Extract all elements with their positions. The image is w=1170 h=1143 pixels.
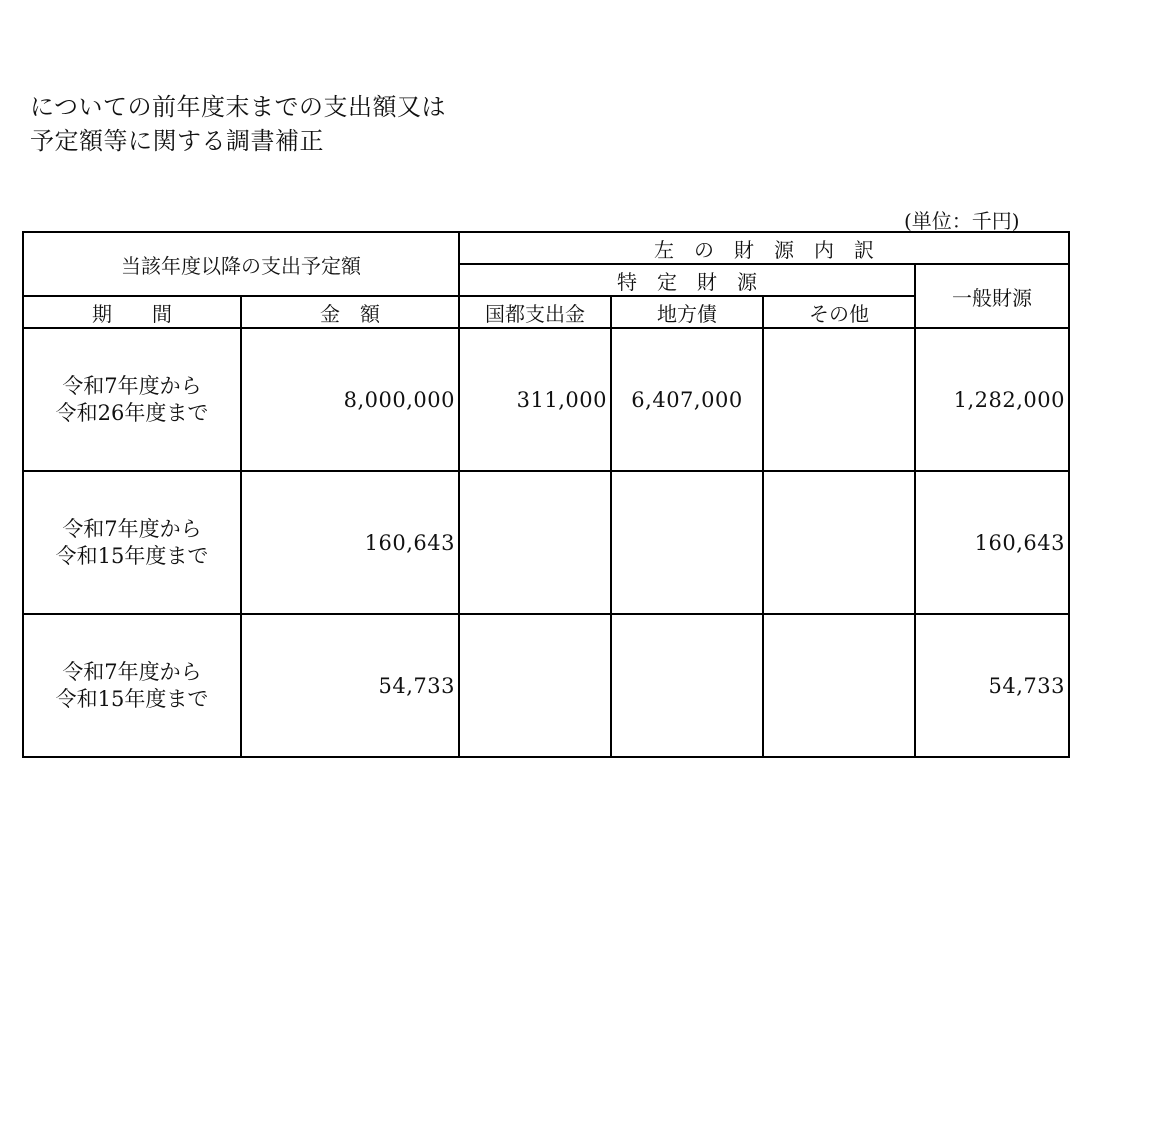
title-line-1: についての前年度末までの支出額又は xyxy=(30,93,447,121)
header-row-1 xyxy=(23,232,1069,264)
general-cell: 54,733 xyxy=(915,614,1069,757)
unit-label: (単位：千円) xyxy=(904,209,1020,233)
period-end: 令和26年度まで xyxy=(55,400,209,425)
document-title xyxy=(30,90,446,158)
header-specific-funding: 特 定 財 源 xyxy=(459,264,915,296)
general-cell: 160,643 xyxy=(915,471,1069,614)
period-end: 令和15年度まで xyxy=(55,543,209,568)
national-cell xyxy=(459,614,611,757)
amount-cell: 8,000,000 xyxy=(241,328,459,471)
local-bonds-cell xyxy=(611,471,763,614)
table-row xyxy=(23,614,1069,757)
national-cell: 311,000 xyxy=(459,328,611,471)
header-row-3 xyxy=(23,296,1069,328)
other-cell xyxy=(763,328,915,471)
expenditure-table xyxy=(22,231,1070,758)
period-cell xyxy=(23,471,241,614)
header-national-expenditure: 国都支出金 xyxy=(459,296,611,328)
header-amount: 金 額 xyxy=(241,296,459,328)
general-cell: 1,282,000 xyxy=(915,328,1069,471)
title-line-2: 予定額等に関する調書補正 xyxy=(30,127,324,155)
header-other: その他 xyxy=(763,296,915,328)
period-cell xyxy=(23,328,241,471)
local-bonds-cell xyxy=(611,614,763,757)
other-cell xyxy=(763,614,915,757)
local-bonds-cell: 6,407,000 xyxy=(611,328,763,471)
table-row xyxy=(23,471,1069,614)
period-end: 令和15年度まで xyxy=(55,686,209,711)
national-cell xyxy=(459,471,611,614)
period-start: 令和7年度から xyxy=(62,516,202,541)
header-future-expenditure: 当該年度以降の支出予定額 xyxy=(23,232,459,296)
header-funding-breakdown: 左 の 財 源 内 訳 xyxy=(459,232,1069,264)
period-start: 令和7年度から xyxy=(62,373,202,398)
header-period: 期 間 xyxy=(23,296,241,328)
period-cell xyxy=(23,614,241,757)
header-general-funding: 一般財源 xyxy=(915,264,1069,328)
header-local-bonds: 地方債 xyxy=(611,296,763,328)
table-row xyxy=(23,328,1069,471)
other-cell xyxy=(763,471,915,614)
amount-cell: 160,643 xyxy=(241,471,459,614)
amount-cell: 54,733 xyxy=(241,614,459,757)
period-start: 令和7年度から xyxy=(62,659,202,684)
